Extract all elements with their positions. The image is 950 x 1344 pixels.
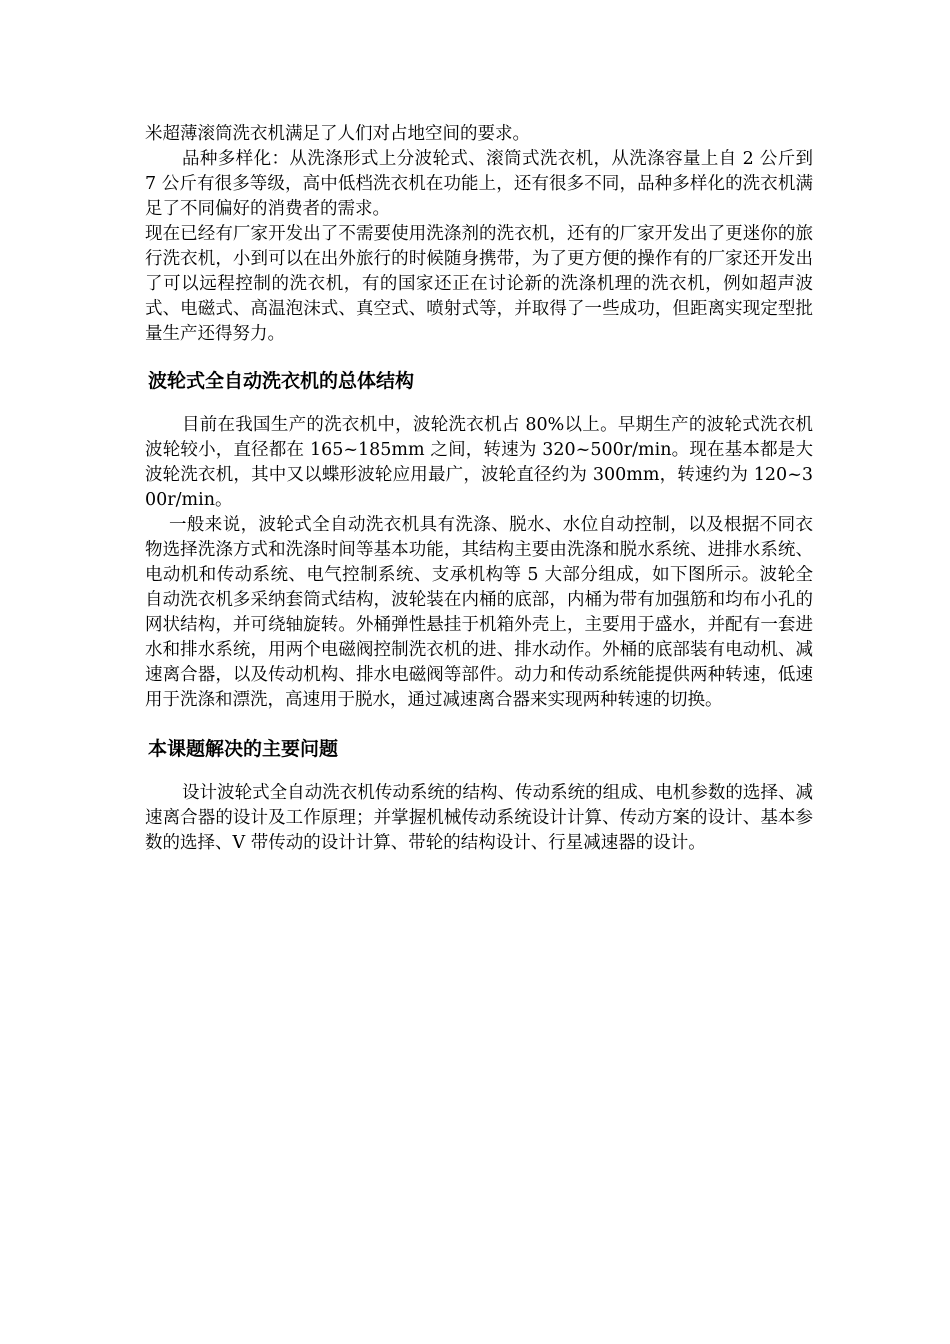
paragraph-new-development: 现在已经有厂家开发出了不需要使用洗涤剂的洗衣机，还有的厂家开发出了更迷你的旅行洗衣机，小到可以在出外旅行的时候随身携带，为了更方便的操作有的厂家还开发出了可以远程控制的洗衣机，有的国家还正在讨论新的洗涤机理的洗衣机，例如超声波式、电磁式、高温泡沫式、真空式、喷射式等，并取得了一些成功，但距离实现定型批量生产还得努力。: [145, 224, 813, 344]
paragraph-pulsator-overview: 目前在我国生产的洗衣机中，波轮洗衣机占 80%以上。早期生产的波轮式洗衣机波轮较小，直径都在 165~185mm 之间，转速为 320~500r/min。现在基本都是大波轮洗衣机，其中又以蝶形波轮应用最广，波轮直径约为 300mm，转速约为 120~300r/min。: [145, 415, 813, 510]
section-heading-overall-structure: 波轮式全自动洗衣机的总体结构: [148, 370, 415, 392]
paragraph-product-variety: 品种多样化：从洗涤形式上分波轮式、滚筒式洗衣机，从洗涤容量上自 2 公斤到 7 公斤有很多等级，高中低档洗衣机在功能上，还有很多不同，品种多样化的洗衣机满足了不同偏好的消费者的需求。: [145, 149, 813, 219]
paragraph-design-tasks: 设计波轮式全自动洗衣机传动系统的结构、传动系统的组成、电机参数的选择、减速离合器的设计及工作原理；并掌握机械传动系统设计计算、传动方案的设计、基本参数的选择、V 带传动的设计计算、带轮的结构设计、行星减速器的设计。: [145, 783, 813, 853]
document-body: [145, 122, 813, 856]
paragraph-continuation: 米超薄滚筒洗衣机满足了人们对占地空间的要求。: [145, 124, 530, 144]
section-heading-main-problems: 本课题解决的主要问题: [148, 738, 339, 760]
paragraph-structure-description: 一般来说，波轮式全自动洗衣机具有洗涤、脱水、水位自动控制，以及根据不同衣物选择洗涤方式和洗涤时间等基本功能，其结构主要由洗涤和脱水系统、进排水系统、电动机和传动系统、电气控制系统、支承机构等 5 大部分组成，如下图所示。波轮全自动洗衣机多采纳套筒式结构，波轮装在内桶的底部，内桶为带有加强筋和均布小孔的网状结构，并可绕轴旋转。外桶弹性悬挂于机箱外壳上，主要用于盛水，并配有一套进水和排水系统，用两个电磁阀控制洗衣机的进、排水动作。外桶的底部装有电动机、减速离合器，以及传动机构、排水电磁阀等部件。动力和传动系统能提供两种转速，低速用于洗涤和漂洗，高速用于脱水，通过减速离合器来实现两种转速的切换。: [145, 515, 813, 710]
